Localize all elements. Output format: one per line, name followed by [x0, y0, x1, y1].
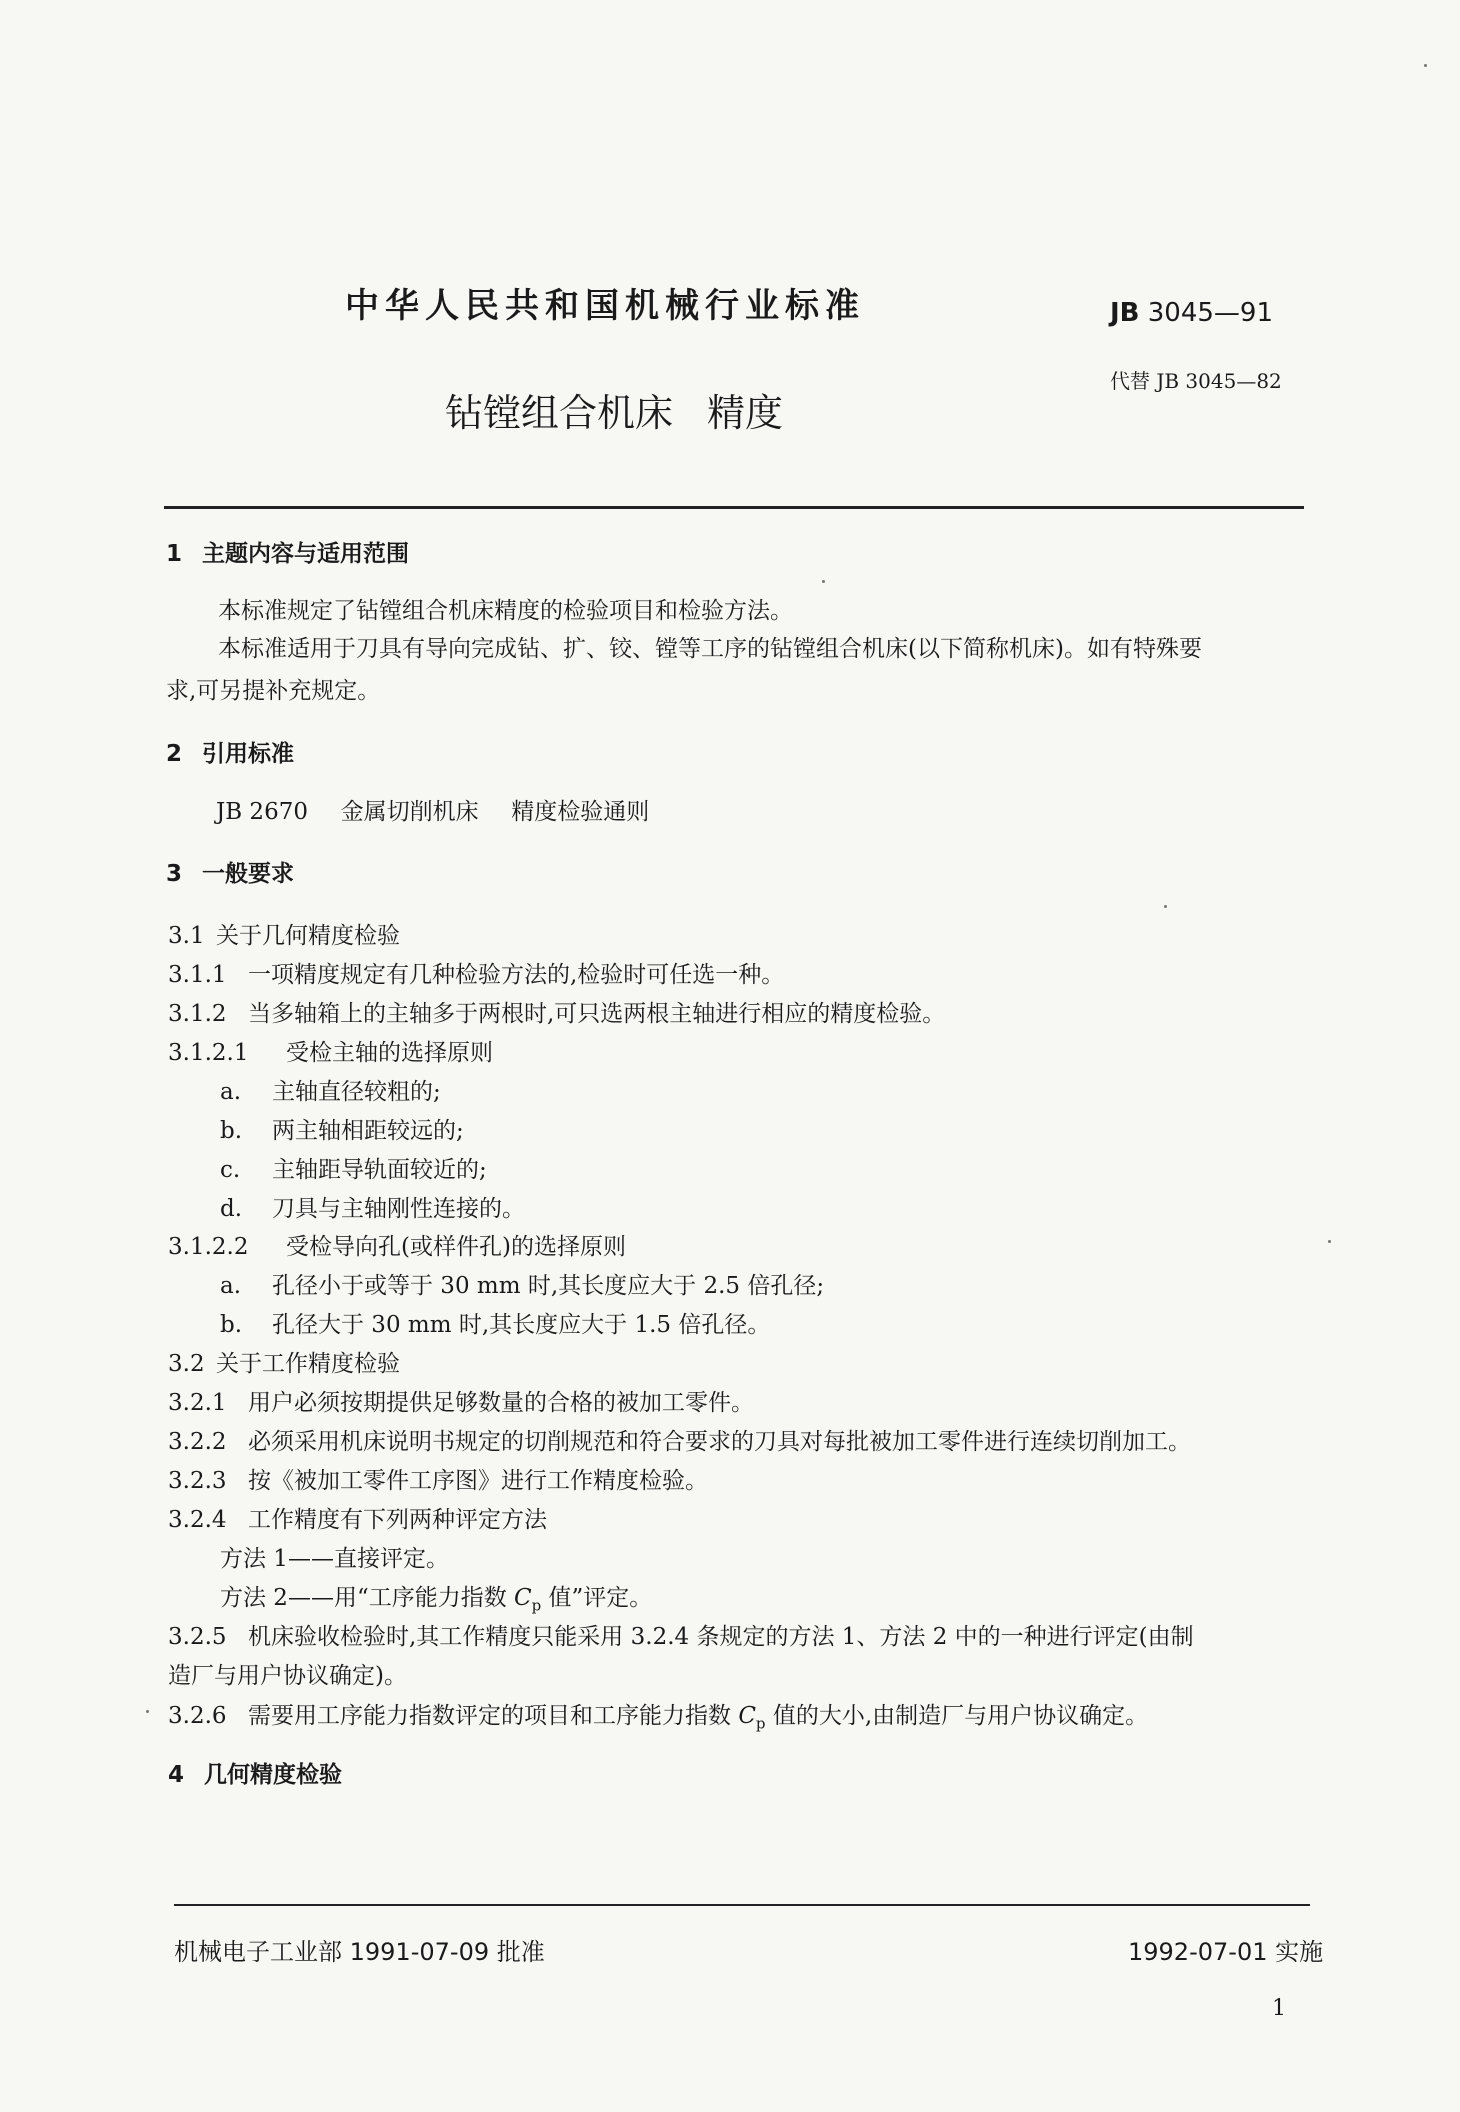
clause-3-2 [168, 1345, 400, 1378]
section-number: 1 [166, 541, 183, 567]
list-item [220, 1073, 441, 1106]
clause-text: 用户必须按期提供足够数量的合格的被加工零件。 [248, 1390, 754, 1416]
clause-text: 关于几何精度检验 [216, 923, 400, 949]
clause-number: 3.2.3 [168, 1468, 227, 1494]
scan-speck [1424, 64, 1427, 67]
clause-number: 3.2 [168, 1351, 205, 1377]
method-1: 方法 1——直接评定。 [220, 1546, 449, 1572]
list-marker: b. [220, 1118, 243, 1144]
section-title: 几何精度检验 [204, 1762, 342, 1788]
cp-subscript: p [531, 1596, 542, 1615]
clause-3-2-5 [168, 1618, 1194, 1651]
paragraph: 本标准适用于刀具有导向完成钻、扩、铰、镗等工序的钻镗组合机床(以下简称机床)。如有特殊要 [218, 636, 1202, 662]
page-number: 1 [1272, 1996, 1286, 2021]
reference-title-1: 金属切削机床 [340, 799, 479, 825]
replaces-note: 代替 JB 3045—82 [1110, 369, 1282, 393]
clause-text-before: 需要用工序能力指数评定的项目和工序能力指数 [248, 1703, 739, 1729]
clause-text-after: 值的大小,由制造厂与用户协议确定。 [765, 1703, 1149, 1729]
list-text: 两主轴相距较远的; [272, 1118, 464, 1144]
clause-text: 必须采用机床说明书规定的切削规范和符合要求的刀具对每批被加工零件进行连续切削加工。 [248, 1429, 1191, 1455]
clause-text: 按《被加工零件工序图》进行工作精度检验。 [248, 1468, 708, 1494]
clause-number: 3.2.4 [168, 1507, 227, 1533]
paragraph: 本标准规定了钻镗组合机床精度的检验项目和检验方法。 [218, 598, 793, 624]
scan-speck [1164, 905, 1167, 908]
list-text: 刀具与主轴刚性连接的。 [272, 1196, 525, 1222]
reference-title-2: 精度检验通则 [511, 799, 650, 825]
clause-text: 机床验收检验时,其工作精度只能采用 3.2.4 条规定的方法 1、方法 2 中的一种进行评定(由制 [248, 1624, 1194, 1650]
list-item [220, 1151, 487, 1184]
list-text: 主轴直径较粗的; [272, 1079, 441, 1105]
section-number: 4 [168, 1762, 185, 1788]
reference-code: JB 2670 [216, 799, 308, 825]
clause-text: 一项精度规定有几种检验方法的,检验时可任选一种。 [248, 962, 785, 988]
paragraph-continuation: 求,可另提补充规定。 [166, 678, 381, 704]
clause-3-2-6 [168, 1697, 1148, 1733]
list-marker: a. [220, 1079, 242, 1105]
method-text-before: 方法 2——用“工序能力指数 [220, 1585, 515, 1611]
clause-text: 受检主轴的选择原则 [286, 1040, 493, 1066]
clause-text: 当多轴箱上的主轴多于两根时,可只选两根主轴进行相应的精度检验。 [248, 1001, 946, 1027]
clause-number: 3.1.2 [168, 1001, 227, 1027]
list-marker: c. [220, 1157, 241, 1183]
reference-standard [216, 793, 649, 826]
clause-number: 3.2.5 [168, 1624, 227, 1650]
standard-title: 中华人民共和国机械行业标准 [345, 286, 865, 326]
list-text: 孔径小于或等于 30 mm 时,其长度应大于 2.5 倍孔径; [272, 1273, 825, 1299]
cp-symbol: C [514, 1585, 532, 1611]
clause-3-1-2-2 [168, 1228, 626, 1261]
section-title: 引用标准 [202, 741, 294, 767]
clause-number: 3.2.1 [168, 1390, 227, 1416]
clause-3-1-2 [168, 995, 945, 1028]
clause-number: 3.2.2 [168, 1429, 227, 1455]
scan-speck [1328, 1240, 1331, 1243]
clause-text: 工作精度有下列两种评定方法 [248, 1507, 547, 1533]
list-item [220, 1112, 464, 1145]
clause-3-2-5-continuation: 造厂与用户协议确定)。 [168, 1663, 407, 1689]
standard-code-number: 3045—91 [1147, 298, 1274, 328]
section-number: 3 [166, 861, 183, 887]
effective-date: 1992-07-01 实施 [1128, 1938, 1324, 1966]
clause-text: 关于工作精度检验 [216, 1351, 400, 1377]
standard-code [1110, 298, 1273, 328]
clause-3-1 [168, 917, 400, 950]
list-item [220, 1306, 770, 1339]
list-marker: a. [220, 1273, 242, 1299]
document-title-part1: 钻镗组合机床 [445, 391, 674, 435]
clause-3-1-2-1 [168, 1034, 493, 1067]
list-marker: b. [220, 1312, 243, 1338]
clause-number: 3.2.6 [168, 1703, 227, 1729]
scan-speck [146, 1710, 149, 1713]
footer-divider [174, 1904, 1310, 1906]
standard-code-prefix: JB [1110, 298, 1140, 328]
clause-3-2-3 [168, 1462, 708, 1495]
section-2-heading [166, 735, 294, 768]
clause-text: 受检导向孔(或样件孔)的选择原则 [286, 1234, 626, 1260]
approval-note: 机械电子工业部 1991-07-09 批准 [174, 1938, 545, 1966]
section-title: 主题内容与适用范围 [202, 541, 409, 567]
clause-3-1-1 [168, 956, 784, 989]
header-divider [164, 506, 1304, 509]
cp-subscript: p [755, 1714, 766, 1733]
clause-number: 3.1 [168, 923, 205, 949]
list-text: 孔径大于 30 mm 时,其长度应大于 1.5 倍孔径。 [272, 1312, 771, 1338]
clause-number: 3.1.2.1 [168, 1040, 249, 1066]
method-2 [220, 1579, 652, 1615]
section-1-heading [166, 535, 409, 568]
section-3-heading [166, 855, 294, 888]
list-text: 主轴距导轨面较近的; [272, 1157, 487, 1183]
cp-symbol: C [738, 1703, 756, 1729]
section-number: 2 [166, 741, 183, 767]
clause-3-2-1 [168, 1384, 754, 1417]
document-title [445, 382, 783, 437]
clause-number: 3.1.1 [168, 962, 227, 988]
clause-number: 3.1.2.2 [168, 1234, 249, 1260]
section-title: 一般要求 [202, 861, 294, 887]
clause-3-2-4 [168, 1501, 547, 1534]
list-marker: d. [220, 1196, 243, 1222]
document-title-part2: 精度 [707, 391, 784, 435]
section-4-heading [168, 1756, 342, 1789]
scan-speck [822, 580, 825, 583]
list-item [220, 1190, 525, 1223]
clause-3-2-2 [168, 1423, 1191, 1456]
list-item [220, 1267, 824, 1300]
method-text-after: 值”评定。 [541, 1585, 653, 1611]
